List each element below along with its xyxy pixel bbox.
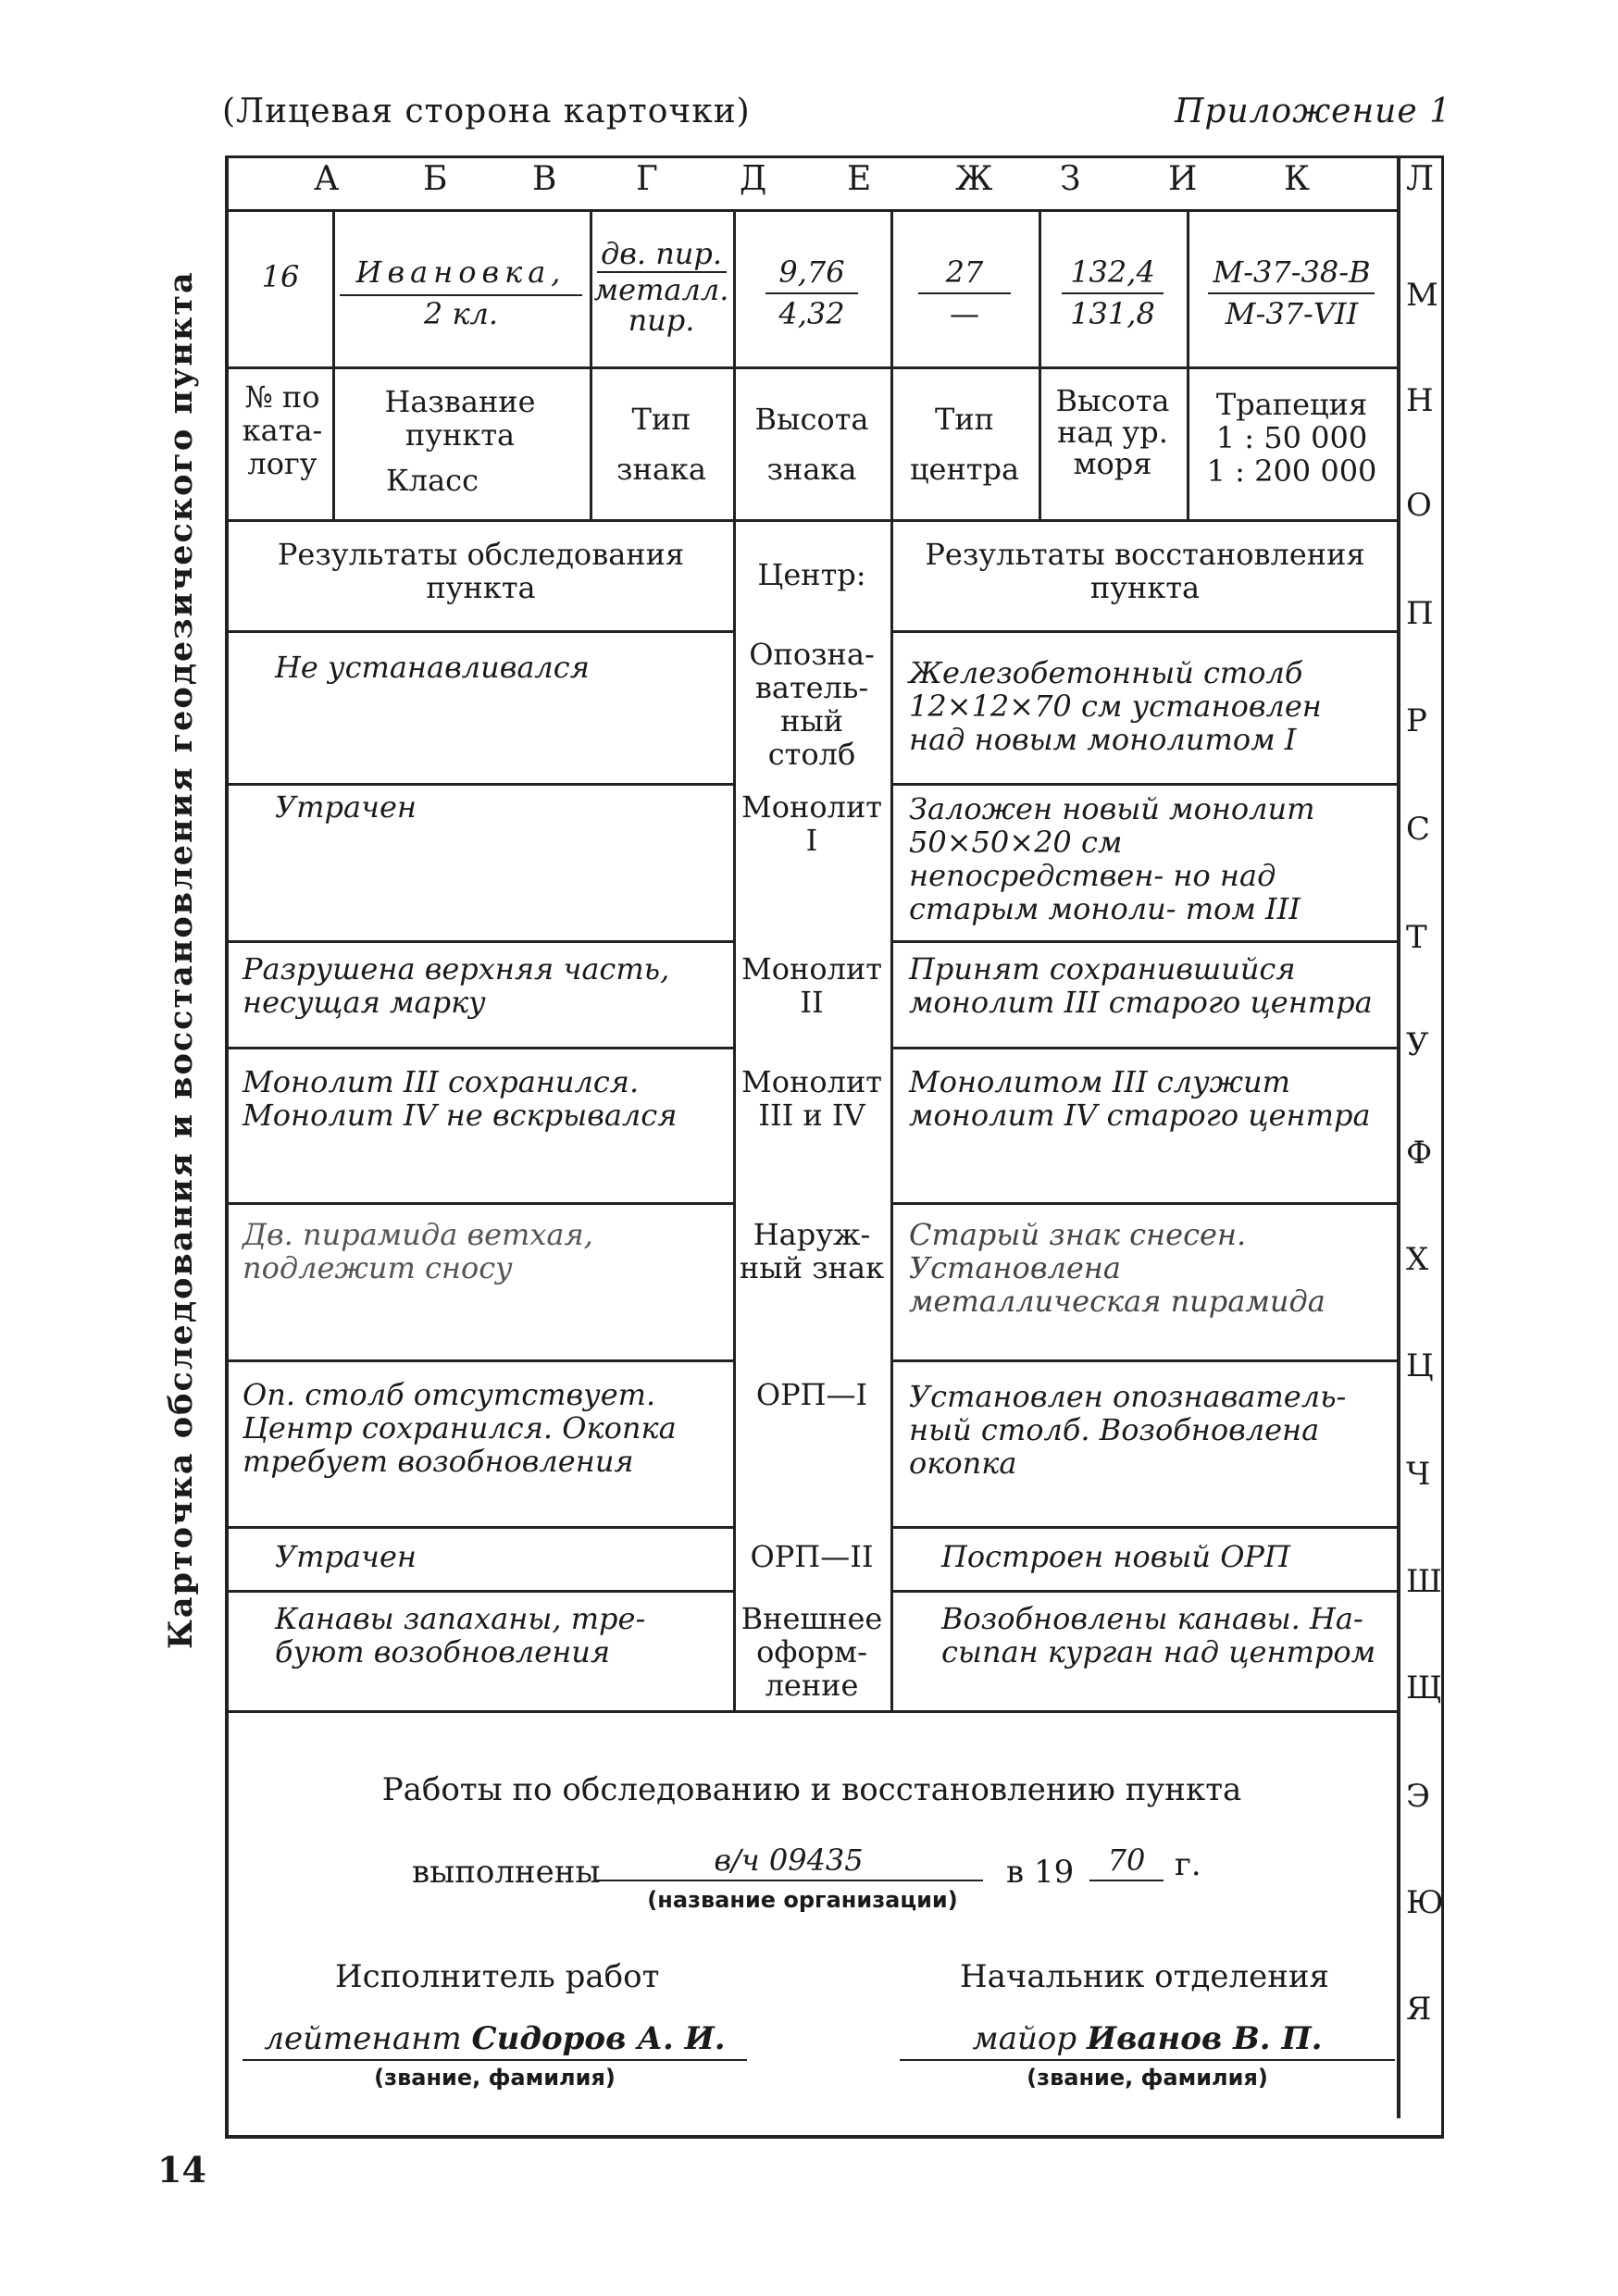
rule: [229, 519, 1397, 522]
row-letter: С: [1406, 811, 1431, 848]
label-catalog: № по ката- логу: [242, 379, 323, 481]
label-scale-50000: 1 : 50 000: [1215, 420, 1368, 455]
column-letter: В: [532, 160, 557, 198]
row-letter: Х: [1406, 1241, 1429, 1278]
elevation-new: 131,8: [1070, 296, 1155, 331]
column-letter: З: [1060, 160, 1081, 198]
chief-label: Начальник отделения: [960, 1958, 1329, 1995]
footer-line: Работы по обследованию и восстановлению пункта: [381, 1771, 1242, 1808]
card-side-label: (Лицевая сторона карточки): [222, 93, 751, 130]
column-letter: Е: [847, 160, 872, 198]
label-name: Название пункта: [384, 384, 536, 453]
row-letter: Э: [1406, 1778, 1431, 1815]
chief-caption: (звание, фамилия): [1027, 2065, 1268, 2091]
rule: [890, 519, 893, 1710]
year-label: в 19: [1006, 1854, 1075, 1891]
restore-result-4: Монолитом III служит монолит IV старого центра: [909, 1064, 1371, 1133]
center-header: Центр:: [757, 557, 866, 592]
survey-result-4: Монолит III сохранился. Монолит IV не вскрывался: [243, 1064, 678, 1133]
column-letter: Б: [423, 160, 448, 198]
executor-label: Исполнитель работ: [335, 1958, 660, 1995]
row-letter: Я: [1406, 1991, 1432, 2028]
rule: [229, 1590, 733, 1593]
column-letter: И: [1168, 160, 1198, 198]
rule: [229, 1710, 1397, 1713]
row-letter: Ю: [1406, 1884, 1444, 1921]
column-letter: А: [314, 160, 340, 198]
rule: [229, 209, 1397, 212]
rule: [229, 1359, 733, 1362]
center-6: ОРП—I: [755, 1377, 868, 1412]
row-letter: Р: [1406, 702, 1427, 739]
rule: [229, 1202, 733, 1205]
row-letter: М: [1406, 277, 1438, 314]
rule: [890, 940, 1397, 943]
label-sign-height-2: знака: [766, 452, 857, 487]
executor-name: Сидоров А. И.: [471, 2020, 726, 2057]
rule: [229, 630, 733, 633]
chief-rank: майор: [972, 2020, 1077, 2057]
row-letter: Ш: [1406, 1563, 1442, 1600]
label-sign-type-1: Тип: [631, 402, 691, 437]
column-letter: Д: [740, 160, 767, 198]
row-letter: Щ: [1406, 1669, 1442, 1706]
center-type-new: —: [950, 296, 979, 331]
rule: [733, 519, 736, 1710]
rule: [890, 1526, 1397, 1529]
rule: [229, 1047, 733, 1049]
page-number: 14: [157, 2149, 206, 2191]
row-letter: Ч: [1406, 1456, 1431, 1493]
appendix-label: Приложение 1: [1175, 93, 1451, 130]
restore-result-8: Возобновлены канавы. На- сыпан курган над центром: [941, 1601, 1376, 1669]
restore-results-header: Результаты восстановления пункта: [925, 537, 1365, 605]
column-letter: Ж: [955, 160, 993, 198]
center-4: Монолит III и IV: [741, 1064, 882, 1133]
column-letter: Л: [1406, 160, 1435, 198]
label-center-type-1: Тип: [935, 402, 994, 437]
label-sign-type-2: знака: [616, 452, 706, 487]
rule: [890, 783, 1397, 786]
point-name: Ивановка,: [355, 254, 566, 290]
fraction-line: [1062, 292, 1164, 294]
survey-result-1: Не устанавливался: [275, 650, 590, 685]
executor-caption: (звание, фамилия): [374, 2065, 616, 2091]
restore-result-2: Заложен новый монолит 50×50×20 см непосредствен- но над старым моноли- том III: [909, 791, 1315, 926]
center-7: ОРП—II: [750, 1539, 874, 1574]
label-scale-200000: 1 : 200 000: [1206, 453, 1377, 489]
row-letter: Ц: [1406, 1347, 1434, 1384]
catalog-number: 16: [261, 259, 300, 294]
label-class: Класс: [386, 463, 479, 498]
point-class: 2 кл.: [423, 296, 499, 331]
rule: [890, 1047, 1397, 1049]
rule: [890, 630, 1397, 633]
organization-caption: (название организации): [647, 1887, 958, 1913]
row-letter: Н: [1406, 382, 1434, 419]
chief-name: Иванов В. П.: [1086, 2020, 1323, 2057]
restore-result-1: Железобетонный столб 12×12×70 см установлен над новым монолитом I: [909, 655, 1322, 757]
trapeze-200000: М-37-VII: [1225, 296, 1359, 331]
center-type-old: 27: [945, 254, 984, 290]
executor-signature-line: [243, 2020, 747, 2061]
rule: [229, 1526, 733, 1529]
survey-result-8: Канавы запаханы, тре- буют возобновления: [275, 1601, 646, 1669]
trapeze-50000: М-37-38-В: [1213, 254, 1371, 290]
sign-type-new: металл. пир.: [593, 272, 729, 338]
rule: [890, 1590, 1397, 1593]
rule: [890, 1202, 1397, 1205]
center-5: Наруж- ный знак: [739, 1217, 885, 1285]
center-8: Внешнее оформ- ление: [741, 1601, 883, 1703]
row-letter: У: [1406, 1026, 1429, 1063]
survey-result-2: Утрачен: [275, 789, 417, 825]
survey-result-6: Оп. столб отсутствует. Центр сохранился. Окопка требует возобновления: [243, 1377, 677, 1479]
center-1: Опозна-ватель- ный столб: [749, 637, 875, 772]
center-3: Монолит II: [741, 951, 882, 1020]
vertical-title: Карточка обследования и восстановления геодезического пункта: [162, 270, 200, 1649]
rule: [890, 1359, 1397, 1362]
year-value: 70: [1089, 1843, 1164, 1881]
row-letter: Ф: [1406, 1135, 1433, 1172]
survey-results-header: Результаты обследования пункта: [277, 537, 685, 605]
survey-card: [225, 155, 1444, 2139]
restore-result-3: Принят сохранившийся монолит III старого центра: [909, 951, 1373, 1020]
card-inner: [229, 158, 1444, 2118]
sign-height-old: 9,76: [778, 254, 845, 290]
survey-result-3: Разрушена верхняя часть, несущая марку: [243, 951, 670, 1020]
row-letter: Т: [1406, 919, 1427, 956]
sign-height-new: 4,32: [778, 296, 845, 331]
year-suffix: г.: [1175, 1846, 1201, 1883]
sign-type-old: дв. пир.: [600, 236, 723, 271]
column-letter: Г: [636, 160, 658, 198]
row-letter: П: [1406, 595, 1434, 632]
survey-result-7: Утрачен: [275, 1539, 417, 1574]
elevation-old: 132,4: [1070, 254, 1155, 290]
rule: [229, 940, 733, 943]
row-letter: О: [1406, 487, 1432, 524]
restore-result-6: Установлен опознаватель- ный столб. Возобновлена окопка: [909, 1379, 1347, 1481]
restore-result-7: Построен новый ОРП: [941, 1539, 1290, 1574]
restore-result-5: Старый знак снесен. Установлена металлическая пирамида: [909, 1217, 1326, 1319]
fraction-line: [1208, 292, 1375, 294]
label-sign-height-1: Высота: [754, 402, 869, 437]
label-center-type-2: центра: [909, 452, 1020, 487]
survey-result-5: Дв. пирамида ветхая, подлежит сносу: [243, 1217, 593, 1285]
executor-rank: лейтенант: [264, 2020, 462, 2057]
rule: [229, 366, 1397, 369]
done-label: выполнены: [412, 1854, 601, 1891]
rule: [229, 783, 733, 786]
organization-value: в/ч 09435: [594, 1843, 983, 1881]
label-trapeze: Трапеция: [1215, 387, 1368, 422]
column-letter: К: [1284, 160, 1310, 198]
fraction-line: [765, 292, 858, 294]
fraction-line: [918, 292, 1011, 294]
chief-signature-line: [900, 2020, 1395, 2061]
label-elevation: Высота над ур. моря: [1055, 383, 1170, 481]
center-2: Монолит I: [741, 789, 882, 858]
